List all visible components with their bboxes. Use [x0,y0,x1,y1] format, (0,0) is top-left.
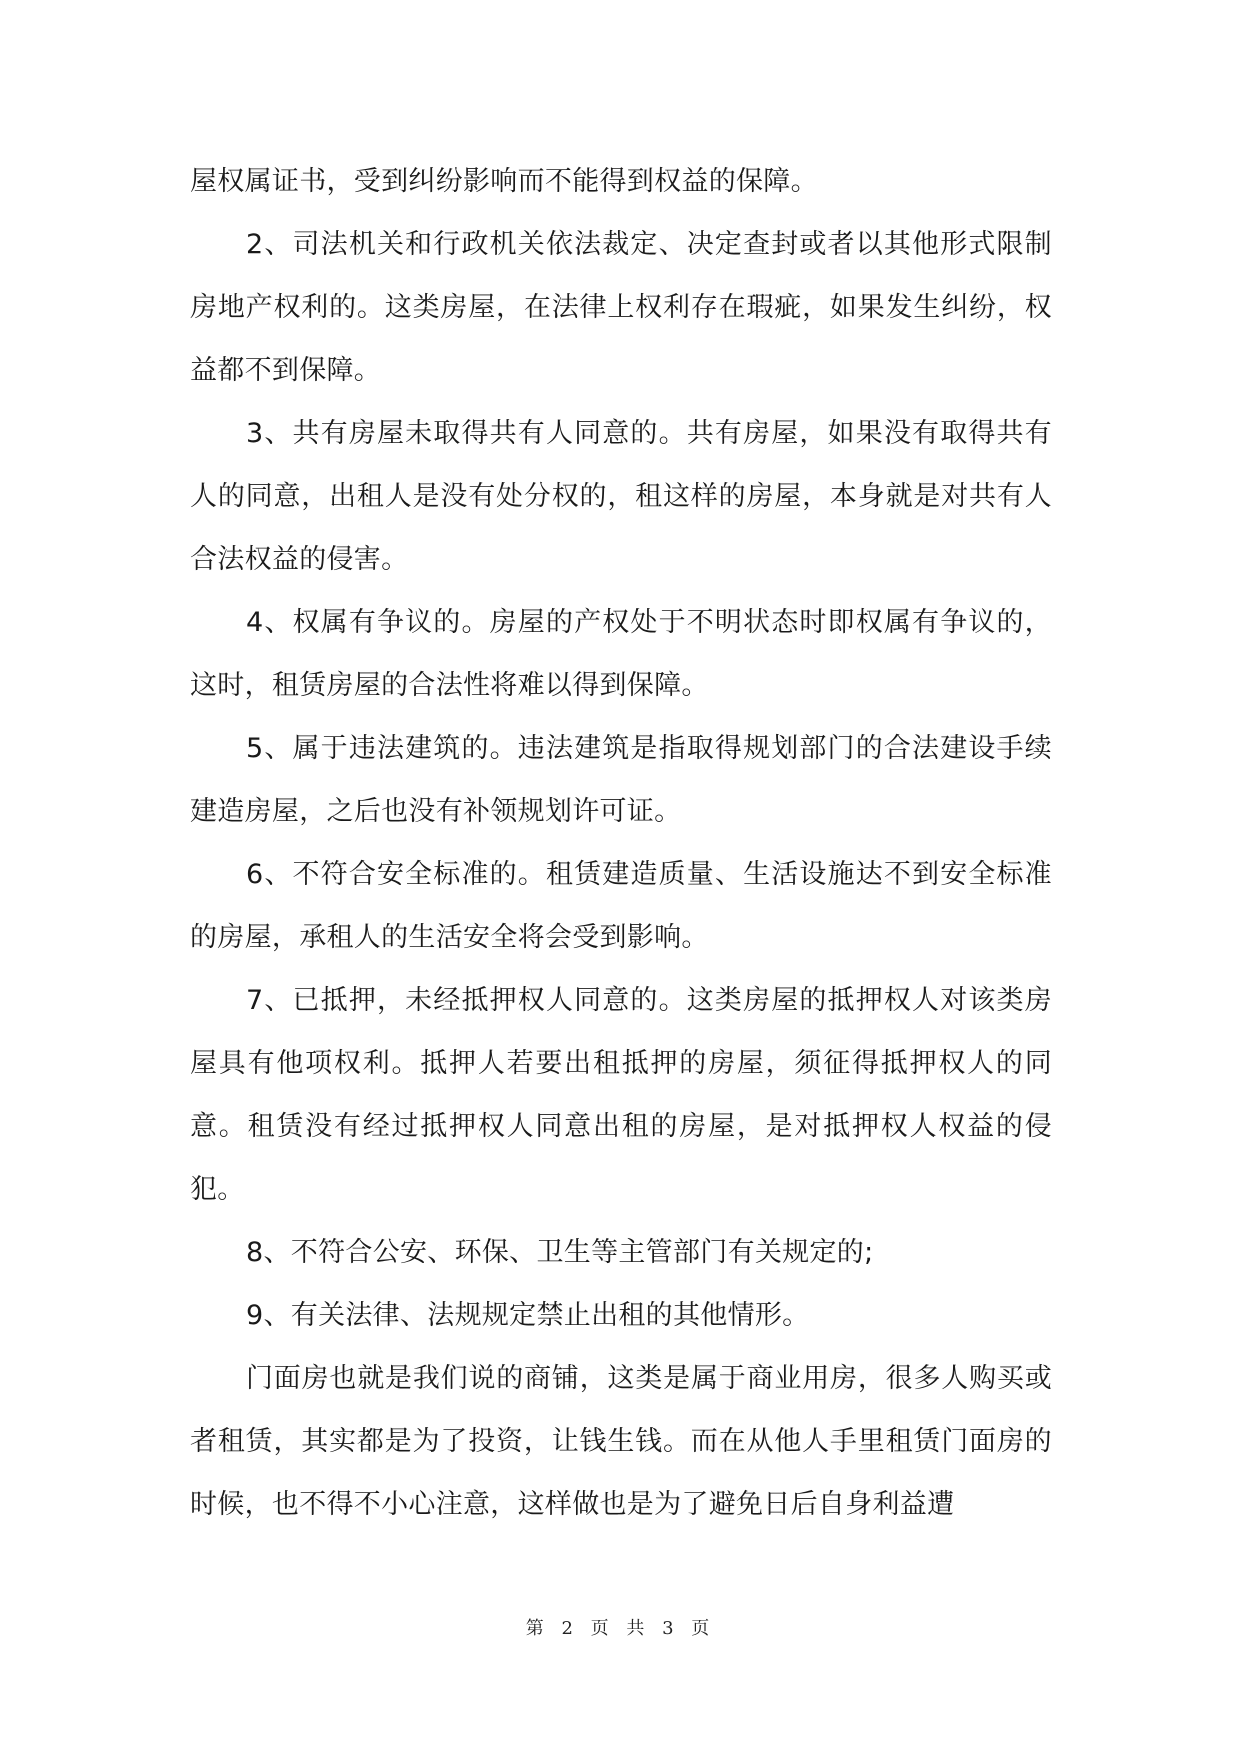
document-body [190,150,1052,1536]
paragraph-1: 屋权属证书，受到纠纷影响而不能得到权益的保障。 [190,166,818,197]
paragraph-4: 4、权属有争议的。房屋的产权处于不明状态时即权属有争议的，这时，租赁房屋的合法性将难以得到保障。 [190,607,1052,701]
paragraph-8: 8、不符合公安、环保、卫生等主管部门有关规定的; [246,1237,874,1268]
paragraph-9: 9、有关法律、法规规定禁止出租的其他情形。 [246,1300,810,1331]
paragraph-2: 2、司法机关和行政机关依法裁定、决定查封或者以其他形式限制房地产权利的。这类房屋，在法律上权利存在瑕疵，如果发生纠纷，权益都不到保障。 [190,229,1052,386]
paragraph-10: 门面房也就是我们说的商铺，这类是属于商业用房，很多人购买或者租赁，其实都是为了投资，让钱生钱。而在从他人手里租赁门面房的时候，也不得不小心注意，这样做也是为了避免日后自身利益遭 [190,1363,1052,1520]
paragraph-3: 3、共有房屋未取得共有人同意的。共有房屋，如果没有取得共有人的同意，出租人是没有处分权的，租这样的房屋，本身就是对共有人合法权益的侵害。 [190,418,1052,575]
page-number-footer: 第 2 页 共 3 页 [525,1618,716,1639]
paragraph-6: 6、不符合安全标准的。租赁建造质量、生活设施达不到安全标准的房屋，承租人的生活安全将会受到影响。 [190,859,1052,953]
paragraph-7: 7、已抵押，未经抵押权人同意的。这类房屋的抵押权人对该类房屋具有他项权利。抵押人若要出租抵押的房屋，须征得抵押权人的同意。租赁没有经过抵押权人同意出租的房屋，是对抵押权人权益的侵犯。 [190,985,1052,1205]
paragraph-5: 5、属于违法建筑的。违法建筑是指取得规划部门的合法建设手续建造房屋，之后也没有补领规划许可证。 [190,733,1052,827]
